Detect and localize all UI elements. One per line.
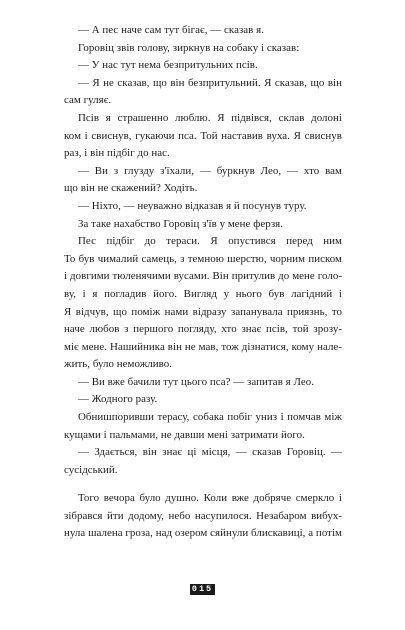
text-line: сам гуляє.: [64, 94, 112, 107]
text-line: раз, і він підбіг до нас.: [64, 147, 170, 160]
text-line: Того вечора було душно. Коли вже добряче смеркло і: [78, 492, 342, 504]
paragraph: [64, 490, 342, 543]
text-line: — Ніхто, — неуважно відказав я й посунув туру.: [78, 199, 307, 212]
text-line: що він не скажений? Ходіть.: [64, 182, 198, 195]
text-line: — Жодного разу.: [78, 393, 158, 406]
paragraph: [64, 110, 342, 163]
text-line: — Ви з глузду з'їхали, — буркнув Лео, — хто вам: [78, 164, 342, 177]
next-section-text-block: [64, 490, 342, 543]
main-text-block: [64, 22, 342, 479]
paragraph: [64, 391, 342, 409]
text-line: Я відчув, що поміж нами відразу запанувала приязнь, то: [64, 305, 342, 318]
paragraph: [64, 22, 342, 40]
text-line: Обнишпоривши терасу, собака побіг униз і помчав між: [78, 411, 342, 424]
text-line: і довгими тюленячими вусами. Він притулив до мене голо-: [64, 270, 342, 283]
text-line: — Здається, він знає ці місця, — сказав Горовіц. —: [78, 446, 342, 459]
page-number: [0, 578, 405, 596]
paragraph: [64, 40, 342, 58]
paragraph: [64, 163, 342, 198]
text-line: — Я не сказав, що він безпритульний. Я сказав, що він: [78, 76, 342, 89]
text-line: наче любов з першого погляду, хто знає псів, той зрозу-: [64, 323, 342, 336]
text-line: зібрався йти додому, небо насупилося. Незабаром вибух-: [64, 509, 342, 522]
paragraph: [64, 374, 342, 392]
page-number-label: 015: [191, 584, 214, 594]
text-line: кущами і пальмами, не давши мені затримати його.: [64, 428, 305, 441]
text-line: ву, і я погладив його. Вигляд у нього був лагідний і: [64, 287, 342, 300]
text-line: За таке нахабство Горовіц з'їв у мене ферзя.: [78, 217, 284, 230]
text-line: жить, було неможливо.: [64, 358, 173, 371]
paragraph: [64, 198, 342, 216]
text-line: — А пес наче сам тут бігає, — сказав я.: [78, 24, 264, 36]
paragraph: [64, 216, 342, 234]
text-line: ком і свиснув, гукаючи пса. Той наставив вуха. Я свиснув: [64, 129, 342, 142]
text-line: — У нас тут нема безпритульних псів.: [78, 59, 258, 72]
text-line: — Ви вже бачили тут цього пса? — запитав я Лео.: [78, 375, 315, 388]
text-line: сусідський.: [64, 463, 118, 476]
text-line: Псів я страшенно люблю. Я підвівся, склав долоні: [78, 111, 342, 124]
paragraph: [64, 57, 342, 75]
text-line: То був чималий самець, з темною шерстю, чорним писком: [64, 252, 342, 265]
paragraph: [64, 75, 342, 110]
paragraph: [64, 233, 342, 374]
text-line: нула шалена гроза, над озером сяйнули блискавиці, а потім: [64, 527, 342, 540]
text-line: Горовіц звів голову, зиркнув на собаку і сказав:: [78, 41, 300, 54]
paragraph: [64, 409, 342, 444]
text-line: міє мене. Нашийника він не мав, тож дізнатися, кому нале-: [64, 340, 342, 353]
text-line: Пес підбіг до тераси. Я опустився перед ним: [78, 235, 342, 248]
paragraph: [64, 444, 342, 479]
